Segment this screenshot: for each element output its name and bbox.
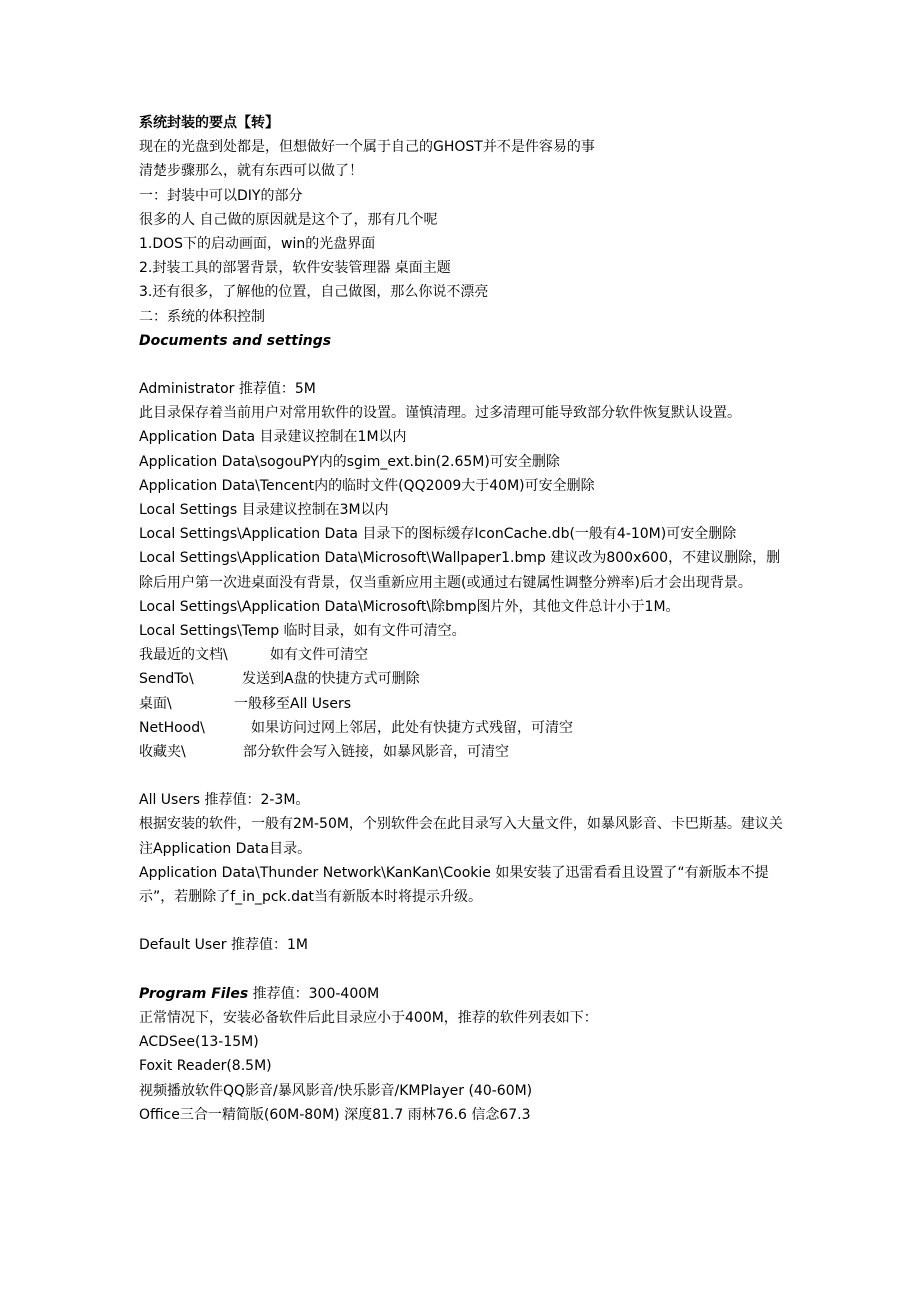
admin-line-1: Application Data 目录建议控制在1M以内	[139, 429, 407, 446]
admin-line-2: Application Data\sogouPY内的sgim_ext.bin(2.65M)可安全删除	[139, 453, 560, 470]
folder-row	[139, 667, 789, 691]
allusers-label: All Users 推荐值：2-3M。	[139, 792, 310, 809]
admin-line-6: Local Settings\Application Data\Microsoft\Wallpaper1.bmp 建议改为800x600，不建议删除，删除后用户第一次进桌面没有背景，仅当重新应用主题(或通过右键属性调整分辨率)后才会出现背景。	[139, 550, 781, 591]
program-files-heading: Program Files	[139, 985, 249, 1002]
program-files-desc: 正常情况下，安装必备软件后此目录应小于400M，推荐的软件列表如下：	[139, 1010, 598, 1027]
administrator-desc: 此目录保存着当前用户对常用软件的设置。谨慎清理。过多清理可能导致部分软件恢复默认设置。	[139, 405, 741, 422]
folder-row	[139, 643, 789, 667]
folder-name: NetHood\	[139, 719, 205, 736]
allusers-desc: 根据安装的软件，一般有2M-50M，个别软件会在此目录写入大量文件，如暴风影音、卡巴斯基。建议关注Application Data目录。	[139, 816, 783, 857]
intro-line-2: 清楚步骤那么，就有东西可以做了！	[139, 163, 363, 180]
section-1-item-2: 2.封装工具的部署背景，软件安装管理器 桌面主题	[139, 260, 451, 277]
folder-name: 收藏夹\	[139, 743, 186, 760]
program-files-line	[139, 982, 789, 1006]
section-1-heading: 一：封装中可以DIY的部分	[139, 187, 303, 204]
document-page	[139, 111, 789, 1127]
admin-line-5: Local Settings\Application Data 目录下的图标缓存IconCache.db(一般有4-10M)可安全删除	[139, 526, 737, 543]
folder-desc: 一般移至All Users	[234, 695, 352, 712]
section-1-item-3: 3.还有很多，了解他的位置，自己做图，那么你说不漂亮	[139, 284, 489, 301]
software-item: Office三合一精简版(60M-80M) 深度81.7 雨林76.6 信念67.3	[139, 1106, 531, 1123]
spacer	[139, 764, 789, 788]
doc-title: 系统封装的要点【转】	[139, 115, 279, 131]
administrator-label: Administrator 推荐值：5M	[139, 381, 316, 398]
folder-desc: 部分软件会写入链接，如暴风影音，可清空	[243, 743, 509, 760]
folder-name: 桌面\	[139, 695, 172, 712]
section-1-line: 很多的人 自己做的原因就是这个了，那有几个呢	[139, 211, 438, 228]
admin-line-4: Local Settings 目录建议控制在3M以内	[139, 502, 389, 519]
folder-desc: 如有文件可清空	[270, 647, 368, 664]
program-files-value: 推荐值：300-400M	[248, 985, 380, 1002]
folder-row	[139, 716, 789, 740]
spacer	[139, 353, 789, 377]
allusers-cookie: Application Data\Thunder Network\KanKan\Cookie 如果安装了迅雷看看且设置了“有新版本不提示”，若删除了f_in_pck.dat当有新版本时将提示升级。	[139, 864, 769, 906]
section-1-item-1: 1.DOS下的启动画面，win的光盘界面	[139, 235, 376, 252]
folder-name: SendTo\	[139, 671, 194, 688]
section-2-heading: 二：系统的体积控制	[139, 308, 265, 325]
folder-row	[139, 740, 789, 764]
documents-settings-heading: Documents and settings	[139, 332, 332, 349]
admin-line-8: Local Settings\Temp 临时目录，如有文件可清空。	[139, 622, 466, 639]
default-user-label: Default User 推荐值：1M	[139, 937, 308, 954]
software-item: 视频播放软件QQ影音/暴风影音/快乐影音/KMPlayer (40-60M)	[139, 1082, 533, 1099]
spacer	[139, 909, 789, 933]
admin-line-3: Application Data\Tencent内的临时文件(QQ2009大于40M)可安全删除	[139, 477, 595, 494]
software-item: ACDSee(13-15M)	[139, 1034, 259, 1051]
folder-desc: 发送到A盘的快捷方式可删除	[242, 671, 420, 688]
software-item: Foxit Reader(8.5M)	[139, 1058, 272, 1075]
folder-desc: 如果访问过网上邻居，此处有快捷方式残留，可清空	[251, 719, 573, 736]
spacer	[139, 958, 789, 982]
admin-line-7: Local Settings\Application Data\Microsoft\除bmp图片外，其他文件总计小于1M。	[139, 598, 680, 615]
folder-name: 我最近的文档\	[139, 647, 228, 664]
intro-line-1: 现在的光盘到处都是，但想做好一个属于自己的GHOST并不是件容易的事	[139, 139, 595, 156]
folder-row	[139, 692, 789, 716]
